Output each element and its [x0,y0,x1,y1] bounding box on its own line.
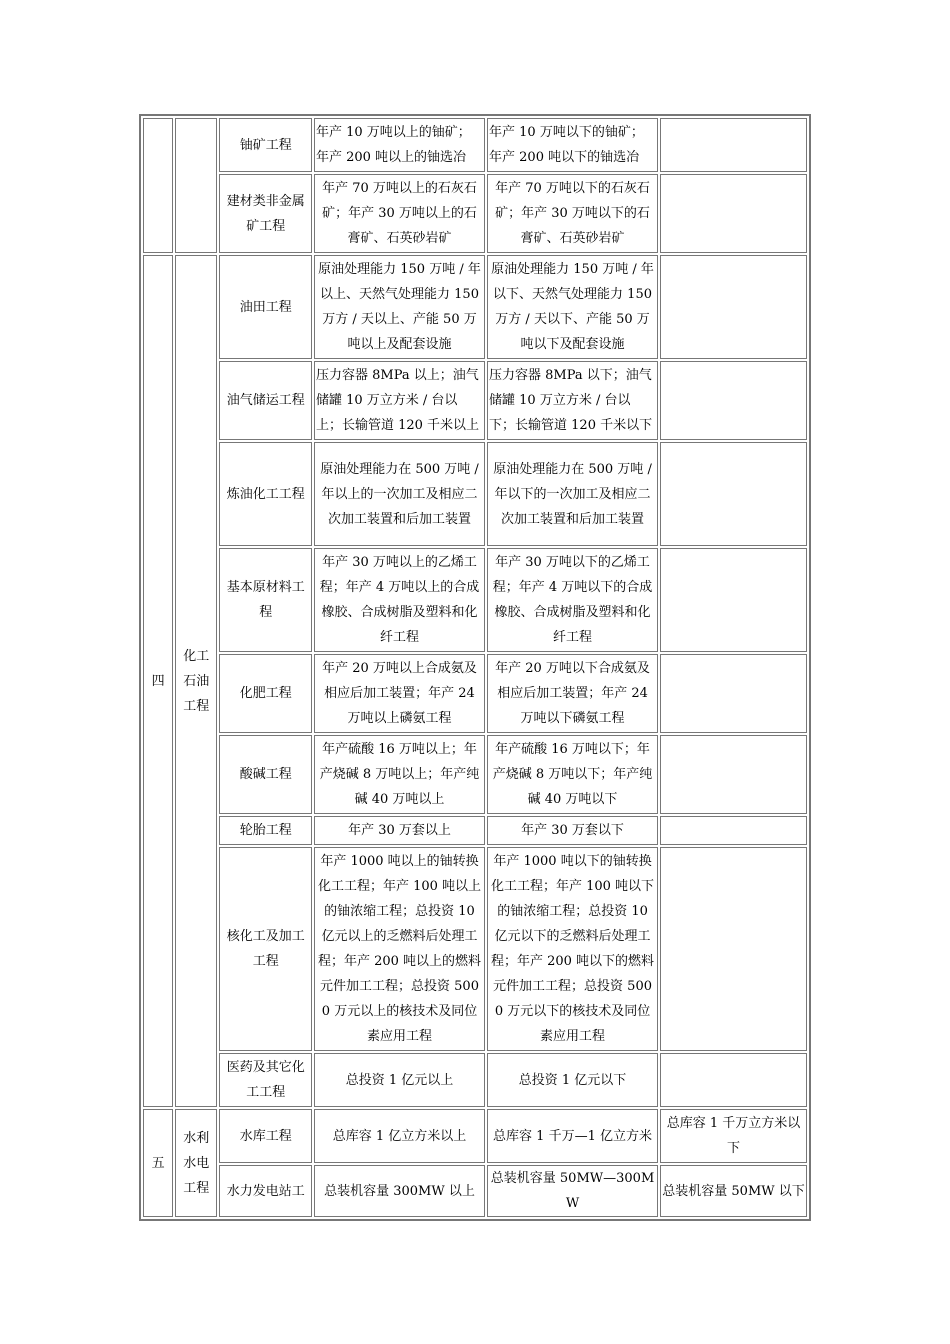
large-scale-cell: 原油处理能力在 500 万吨 / 年以上的一次加工及相应二次加工装置和后加工装置 [314,442,485,546]
medium-scale-cell: 年产硫酸 16 万吨以下；年产烧碱 8 万吨以下；年产纯碱 40 万吨以下 [487,735,658,814]
large-scale-cell: 总库容 1 亿立方米以上 [314,1109,485,1163]
section-number-cell [143,118,173,253]
section-number-cell: 五 [143,1109,173,1217]
large-scale-cell: 总装机容量 300MW 以上 [314,1165,485,1217]
project-name-cell: 水库工程 [219,1109,312,1163]
medium-scale-cell: 年产 30 万套以下 [487,816,658,845]
table-row [143,1165,807,1217]
small-scale-cell [660,442,807,546]
large-scale-cell: 年产 30 万吨以上的乙烯工程；年产 4 万吨以上的合成橡胶、合成树脂及塑料和化纤工程 [314,548,485,652]
category-cell: 水利水电工程 [175,1109,217,1217]
project-name-cell: 基本原材料工程 [219,548,312,652]
small-scale-cell [660,118,807,172]
small-scale-cell [660,361,807,440]
medium-scale-cell: 总投资 1 亿元以下 [487,1053,658,1107]
large-scale-cell: 年产 1000 吨以上的铀转换化工工程；年产 100 吨以上的铀浓缩工程；总投资 10 亿元以上的乏燃料后处理工程；年产 200 吨以上的燃料元件加工工程；总投资 5000 万元以上的核技术及同位素应用工程 [314,847,485,1051]
table-row [143,816,807,845]
large-scale-cell: 年产硫酸 16 万吨以上；年产烧碱 8 万吨以上；年产纯碱 40 万吨以上 [314,735,485,814]
category-cell [175,118,217,253]
project-name-cell: 医药及其它化工工程 [219,1053,312,1107]
medium-scale-cell: 原油处理能力 150 万吨 / 年以下、天然气处理能力 150 万方 / 天以下、产能 50 万吨以下及配套设施 [487,255,658,359]
project-name-cell: 建材类非金属矿工程 [219,174,312,253]
medium-scale-cell: 年产 1000 吨以下的铀转换化工工程；年产 100 吨以下的铀浓缩工程；总投资 10 亿元以下的乏燃料后处理工程；年产 200 吨以下的燃料元件加工工程；总投资 5000 万元以下的核技术及同位素应用工程 [487,847,658,1051]
table-row [143,654,807,733]
medium-scale-cell: 年产 70 万吨以下的石灰石矿；年产 30 万吨以下的石膏矿、石英砂岩矿 [487,174,658,253]
large-scale-cell: 年产 70 万吨以上的石灰石矿；年产 30 万吨以上的石膏矿、石英砂岩矿 [314,174,485,253]
project-name-cell: 铀矿工程 [219,118,312,172]
medium-scale-cell: 总库容 1 千万—1 亿立方米 [487,1109,658,1163]
small-scale-cell [660,548,807,652]
small-scale-cell [660,847,807,1051]
small-scale-cell: 总库容 1 千万立方米以下 [660,1109,807,1163]
table-row [143,361,807,440]
small-scale-cell [660,654,807,733]
large-scale-cell: 总投资 1 亿元以上 [314,1053,485,1107]
small-scale-cell [660,735,807,814]
project-name-cell: 水力发电站工 [219,1165,312,1217]
small-scale-cell [660,174,807,253]
table-row [143,1053,807,1107]
small-scale-cell [660,255,807,359]
engineering-scale-table [139,114,811,1221]
table-row [143,735,807,814]
table-row [143,174,807,253]
small-scale-cell: 总装机容量 50MW 以下 [660,1165,807,1217]
section-number-cell: 四 [143,255,173,1107]
large-scale-cell: 年产 30 万套以上 [314,816,485,845]
project-name-cell: 核化工及加工工程 [219,847,312,1051]
table-row [143,255,807,359]
medium-scale-cell: 原油处理能力在 500 万吨 / 年以下的一次加工及相应二次加工装置和后加工装置 [487,442,658,546]
project-name-cell: 油气储运工程 [219,361,312,440]
category-cell: 化工石油工程 [175,255,217,1107]
medium-scale-cell: 总装机容量 50MW—300MW [487,1165,658,1217]
small-scale-cell [660,816,807,845]
medium-scale-cell: 年产 20 万吨以下合成氨及相应后加工装置；年产 24 万吨以下磷氨工程 [487,654,658,733]
table-row [143,1109,807,1163]
project-name-cell: 炼油化工工程 [219,442,312,546]
project-name-cell: 酸碱工程 [219,735,312,814]
large-scale-cell: 压力容器 8MPa 以上；油气储罐 10 万立方米 / 台以上；长输管道 120 千米以上 [314,361,485,440]
medium-scale-cell: 年产 10 万吨以下的铀矿；年产 200 吨以下的铀选冶 [487,118,658,172]
project-name-cell: 轮胎工程 [219,816,312,845]
table-row [143,847,807,1051]
large-scale-cell: 年产 20 万吨以上合成氨及相应后加工装置；年产 24 万吨以上磷氨工程 [314,654,485,733]
small-scale-cell [660,1053,807,1107]
table-row [143,442,807,546]
large-scale-cell: 年产 10 万吨以上的铀矿；年产 200 吨以上的铀选冶 [314,118,485,172]
large-scale-cell: 原油处理能力 150 万吨 / 年以上、天然气处理能力 150 万方 / 天以上、产能 50 万吨以上及配套设施 [314,255,485,359]
project-name-cell: 化肥工程 [219,654,312,733]
medium-scale-cell: 压力容器 8MPa 以下；油气储罐 10 万立方米 / 台以下；长输管道 120 千米以下 [487,361,658,440]
table-row [143,548,807,652]
table-row [143,118,807,172]
project-name-cell: 油田工程 [219,255,312,359]
medium-scale-cell: 年产 30 万吨以下的乙烯工程；年产 4 万吨以下的合成橡胶、合成树脂及塑料和化纤工程 [487,548,658,652]
